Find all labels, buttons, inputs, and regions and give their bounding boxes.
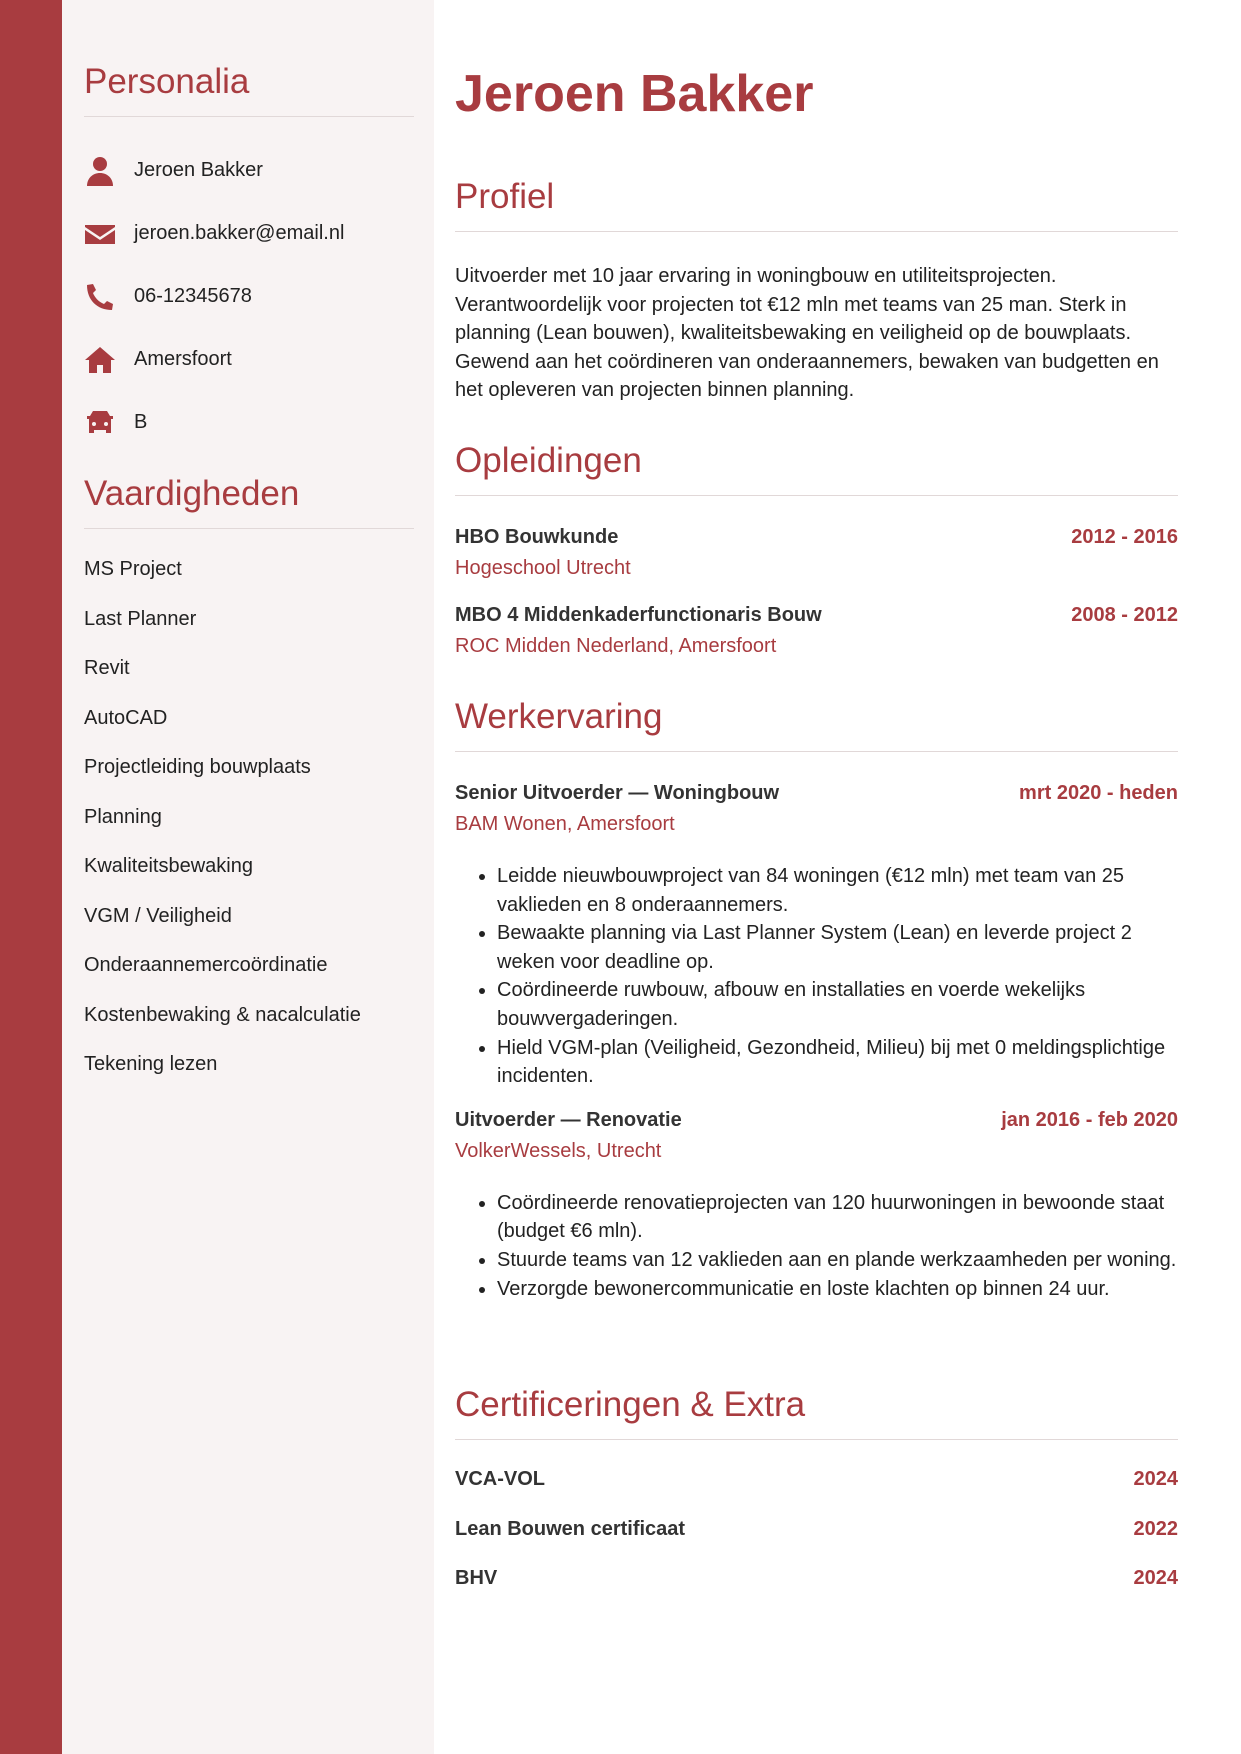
personalia-heading: Personalia (84, 62, 414, 117)
skill-item: Onderaannemercoördinatie (84, 954, 328, 976)
contact-name (84, 139, 414, 202)
profile-section (455, 177, 1178, 405)
bullet-item: • Stuurde teams van 12 vaklieden aan en plande werkzaamheden per woning. (497, 1246, 1178, 1275)
certification-year: 2022 (1133, 1517, 1178, 1540)
skill-item: Planning (84, 805, 162, 828)
certifications-list (455, 1468, 1178, 1617)
certification-name: Lean Bouwen certificaat (455, 1517, 686, 1540)
skill-item: Last Planner (84, 607, 197, 630)
education-school: ROC Midden Nederland, Amersfoort (455, 635, 777, 657)
car-icon (84, 406, 118, 440)
certification-row (455, 1567, 1178, 1617)
bullet-item: • Coördineerde renovatieprojecten van 120 huurwoningen in bewoonde staat (budget €6 mln). (497, 1189, 1178, 1246)
skill-item: Revit (84, 657, 130, 679)
experience-bullets (455, 1189, 1178, 1303)
envelope-icon (84, 217, 118, 251)
phone-icon (84, 280, 118, 314)
skill-item: Kwaliteitsbewaking (84, 855, 253, 877)
education-degree: HBO Bouwkunde (455, 526, 619, 548)
candidate-name: Jeroen Bakker (455, 65, 814, 123)
education-period: 2012 - 2016 (1071, 526, 1178, 548)
skills-heading: Vaardigheden (84, 474, 414, 529)
experience-entry (455, 1109, 1178, 1303)
experience-company: VolkerWessels, Utrecht (455, 1139, 662, 1162)
experience-heading: Werkervaring (455, 697, 1178, 752)
education-period: 2008 - 2012 (1071, 604, 1178, 626)
experience-role: Senior Uitvoerder — Woningbouw (455, 782, 780, 804)
certification-year: 2024 (1133, 1468, 1178, 1490)
bullet-item: • Coördineerde ruwbouw, afbouw en installaties en voerde wekelijks bouwvergaderingen. (497, 976, 1178, 1033)
skills-section (84, 474, 414, 1096)
experience-section (455, 697, 1178, 1303)
accent-bar (0, 0, 62, 1754)
bullet-item: • Hield VGM-plan (Veiligheid, Gezondheid, Milieu) bij met 0 meldingsplichtige incidenten. (497, 1034, 1178, 1091)
home-icon (84, 343, 118, 377)
contact-list (84, 139, 414, 454)
bullet-item: • Leidde nieuwbouwproject van 84 woningen (€12 mln) met team van 25 vaklieden en 8 onderaannemers. (497, 862, 1178, 919)
certification-year: 2024 (1133, 1567, 1178, 1589)
certification-name: BHV (455, 1567, 498, 1589)
education-heading: Opleidingen (455, 441, 1178, 496)
experience-company: BAM Wonen, Amersfoort (455, 813, 675, 835)
education-school: Hogeschool Utrecht (455, 557, 631, 579)
certification-row (455, 1468, 1178, 1518)
skills-list (84, 551, 414, 1096)
contact-license (84, 391, 414, 454)
certifications-section (455, 1385, 1178, 1617)
education-entry (455, 604, 1178, 658)
contact-phone-value: 06-12345678 (134, 285, 252, 307)
experience-entry (455, 782, 1178, 1091)
personalia-section (84, 62, 414, 454)
experience-period: jan 2016 - feb 2020 (1001, 1108, 1178, 1131)
skill-item: MS Project (84, 558, 182, 580)
skill-item: Tekening lezen (84, 1053, 218, 1075)
experience-bullets (455, 862, 1178, 1091)
contact-location (84, 328, 414, 391)
contact-phone (84, 265, 414, 328)
skill-item: Kostenbewaking & nacalculatie (84, 1003, 361, 1026)
certifications-heading: Certificeringen & Extra (455, 1385, 1178, 1440)
contact-name-value: Jeroen Bakker (134, 159, 263, 181)
certification-name: VCA-VOL (455, 1468, 545, 1490)
experience-role: Uitvoerder — Renovatie (455, 1108, 682, 1131)
skill-item: AutoCAD (84, 706, 168, 729)
contact-email-value: jeroen.bakker@email.nl (134, 222, 345, 244)
contact-license-value: B (134, 411, 148, 433)
education-degree: MBO 4 Middenkaderfunctionaris Bouw (455, 604, 822, 626)
contact-email (84, 202, 414, 265)
skill-item: Projectleiding bouwplaats (84, 756, 311, 778)
education-section (455, 441, 1178, 658)
contact-location-value: Amersfoort (134, 348, 232, 370)
sidebar (62, 0, 434, 1754)
user-icon (84, 154, 118, 188)
bullet-item: • Verzorgde bewonercommunicatie en loste klachten op binnen 24 uur. (497, 1275, 1178, 1304)
education-entry (455, 526, 1178, 580)
profile-text: Uitvoerder met 10 jaar ervaring in woningbouw en utiliteitsprojecten. Verantwoordelijk voor projecten tot €12 mln met teams van 25 man. Sterk in planning (Lean bouwen), kwaliteitsbewaking en veiligheid op de bouwplaats. Gewend aan het coördineren van onderaannemers, bewaken van budgetten en het opleveren van projecten binnen planning. (455, 265, 1159, 402)
bullet-item: • Bewaakte planning via Last Planner System (Lean) en leverde project 2 weken voor deadline op. (497, 919, 1178, 976)
experience-period: mrt 2020 - heden (1019, 782, 1178, 804)
skill-item: VGM / Veiligheid (84, 904, 232, 927)
certification-row (455, 1518, 1178, 1568)
profile-heading: Profiel (455, 177, 1178, 232)
